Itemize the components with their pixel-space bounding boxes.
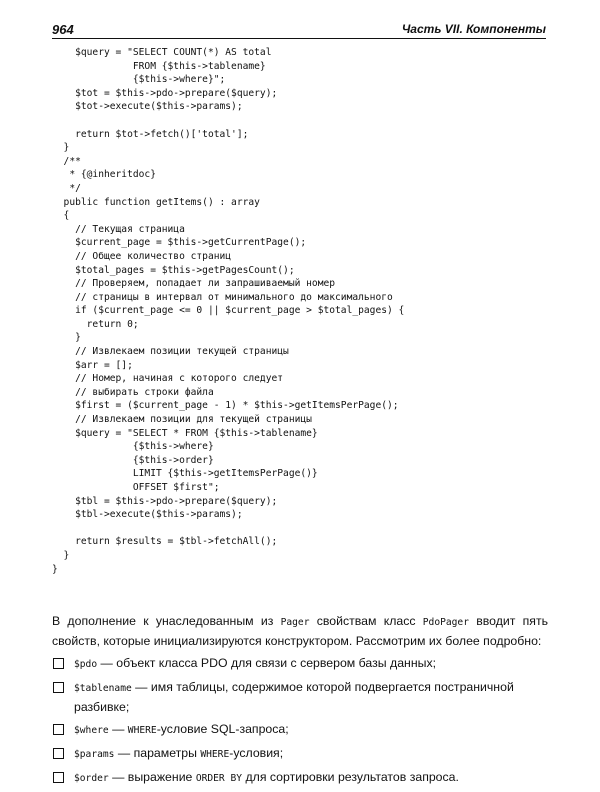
- code-line: {$this->where}: [52, 441, 214, 453]
- property-list: [52, 654, 548, 788]
- list-item: [52, 768, 548, 788]
- chapter-title: Часть VII. Компоненты: [401, 22, 546, 36]
- checkbox-bullet-icon: [53, 772, 64, 783]
- property-name: $order: [74, 773, 109, 784]
- page-header: [52, 22, 546, 39]
- code-line: {$this->order}: [52, 454, 214, 466]
- intro-paragraph: [52, 612, 548, 650]
- code-line: // страницы в интервал от минимального до максимального: [52, 291, 393, 303]
- intro-text: В дополнение к унаследованным из: [52, 614, 281, 628]
- code-line: // Номер, начиная с которого следует: [52, 373, 284, 385]
- code-line: $total_pages = $this->getPagesCount();: [52, 264, 295, 276]
- code-listing: [52, 46, 552, 576]
- code-line: $tbl->execute($this->params);: [52, 509, 243, 521]
- code-line: LIMIT {$this->getItemsPerPage()}: [52, 468, 318, 480]
- property-description: — выражение: [108, 770, 196, 784]
- page-number: 964: [52, 22, 74, 37]
- code-line: // выбирать строки файла: [52, 386, 214, 398]
- property-description: — объект класса PDO для связи с сервером базы данных;: [97, 656, 437, 670]
- inline-code-pdopager: PdoPager: [422, 617, 469, 628]
- code-line: if ($current_page <= 0 || $current_page > $total_pages) {: [52, 305, 405, 317]
- code-line: public function getItems() : array: [52, 196, 260, 208]
- property-description: — параметры: [114, 746, 201, 760]
- code-line: $current_page = $this->getCurrentPage();: [52, 237, 307, 249]
- intro-text: вводит пять свойств, которые инициализируются конструктором. Рассмотрим их более подробно:: [52, 614, 548, 648]
- code-line: [52, 522, 552, 536]
- property-description: — имя таблицы, содержимое которой подвергается постраничной разбивке;: [74, 680, 514, 714]
- code-line: $tbl = $this->pdo->prepare($query);: [52, 495, 278, 507]
- code-line: $first = ($current_page - 1) * $this->getItemsPerPage();: [52, 400, 399, 412]
- checkbox-bullet-icon: [53, 724, 64, 735]
- code-line: }: [52, 142, 70, 154]
- code-line: // Общее количество страниц: [52, 250, 232, 262]
- list-item: [52, 678, 548, 716]
- code-line: return $results = $tbl->fetchAll();: [52, 536, 278, 548]
- property-description: для сортировки результатов запроса.: [242, 770, 459, 784]
- inline-code: WHERE: [200, 749, 230, 760]
- code-line: return $tot->fetch()['total'];: [52, 128, 249, 140]
- checkbox-bullet-icon: [53, 658, 64, 669]
- code-line: $query = "SELECT * FROM {$this->tablename}: [52, 427, 318, 439]
- list-item: [52, 720, 548, 740]
- intro-text: свойствам класс: [309, 614, 423, 628]
- code-line: FROM {$this->tablename}: [52, 60, 266, 72]
- code-line: * {@inheritdoc}: [52, 169, 156, 181]
- code-line: $tot->execute($this->params);: [52, 101, 243, 113]
- property-name: $tablename: [74, 683, 132, 694]
- inline-code: ORDER BY: [195, 773, 243, 784]
- property-description: -условие SQL-запроса;: [156, 722, 289, 736]
- code-line: // Проверяем, попадает ли запрашиваемый номер: [52, 278, 336, 290]
- code-line: */: [52, 182, 81, 194]
- code-line: /**: [52, 155, 81, 167]
- code-line: // Извлекаем позиции для текущей страницы: [52, 414, 312, 426]
- property-name: $where: [74, 725, 109, 736]
- list-item: [52, 744, 548, 764]
- checkbox-bullet-icon: [53, 682, 64, 693]
- code-line: }: [52, 332, 81, 344]
- code-line: // Текущая страница: [52, 223, 185, 235]
- code-line: // Извлекаем позиции текущей страницы: [52, 346, 289, 358]
- code-line: OFFSET $first";: [52, 482, 220, 493]
- code-line: $tot = $this->pdo->prepare($query);: [52, 87, 278, 99]
- property-name: $pdo: [74, 659, 98, 670]
- property-description: —: [108, 722, 128, 736]
- code-line: {$this->where}";: [52, 74, 226, 86]
- property-name: $params: [74, 749, 115, 760]
- code-line: }: [52, 563, 58, 575]
- code-line: $arr = [];: [52, 359, 133, 371]
- checkbox-bullet-icon: [53, 748, 64, 759]
- body-text: [52, 612, 548, 792]
- code-line: $query = "SELECT COUNT(*) AS total: [52, 47, 272, 58]
- code-line: {: [52, 210, 70, 222]
- inline-code-pager: Pager: [280, 617, 310, 628]
- code-line: return 0;: [52, 318, 139, 330]
- inline-code: WHERE: [127, 725, 157, 736]
- code-line: }: [52, 549, 70, 561]
- property-description: -условия;: [229, 746, 284, 760]
- list-item: [52, 654, 548, 674]
- code-line: [52, 114, 552, 128]
